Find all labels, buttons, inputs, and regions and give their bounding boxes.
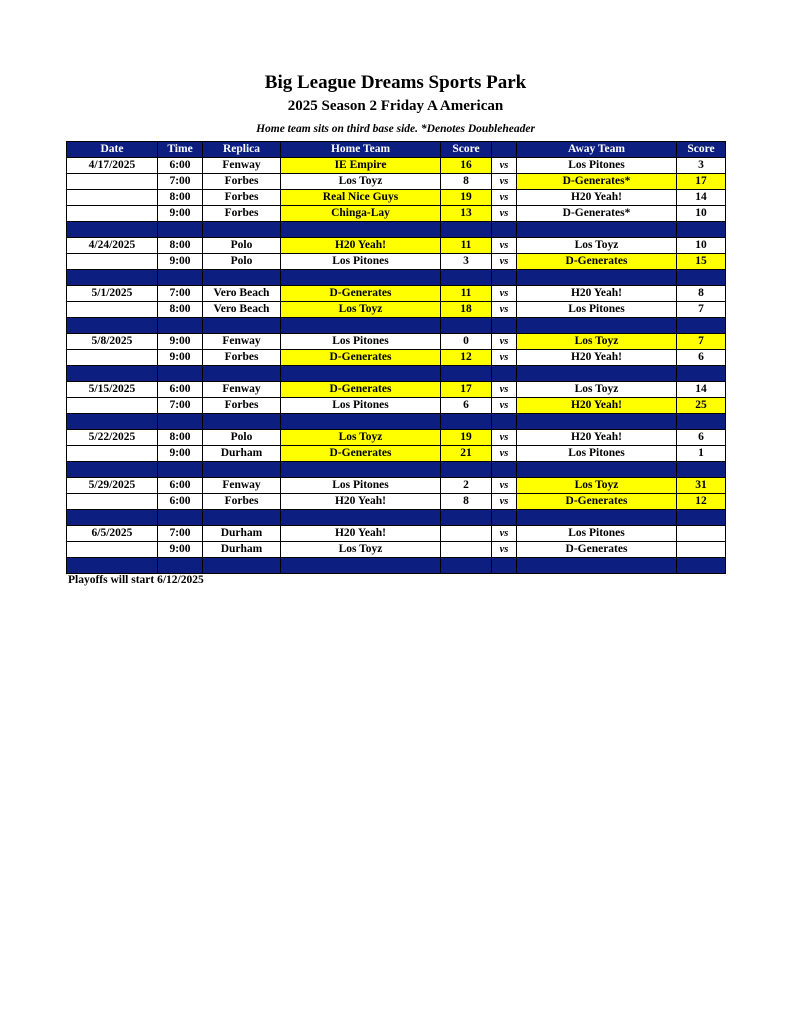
separator-cell	[492, 414, 517, 430]
home-score-cell: 3	[441, 254, 492, 270]
away-team-cell: D-Generates	[517, 542, 677, 558]
away-team-cell: D-Generates*	[517, 174, 677, 190]
col-header-home-score: Score	[441, 142, 492, 158]
date-cell: 5/8/2025	[67, 334, 158, 350]
home-team-cell: Los Pitones	[281, 334, 441, 350]
game-row	[67, 350, 726, 366]
separator-cell	[281, 558, 441, 574]
home-score-cell: 6	[441, 398, 492, 414]
home-team-cell: Los Toyz	[281, 542, 441, 558]
away-score-cell: 6	[677, 350, 726, 366]
time-cell: 7:00	[158, 398, 203, 414]
separator-cell	[441, 414, 492, 430]
separator-cell	[158, 558, 203, 574]
away-team-cell: H20 Yeah!	[517, 430, 677, 446]
time-cell: 6:00	[158, 382, 203, 398]
away-team-cell: Los Pitones	[517, 526, 677, 542]
week-separator-row	[67, 510, 726, 526]
week-separator-row	[67, 318, 726, 334]
schedule-body	[67, 158, 726, 574]
separator-cell	[492, 270, 517, 286]
away-team-cell: D-Generates*	[517, 206, 677, 222]
time-cell: 9:00	[158, 206, 203, 222]
away-team-cell: D-Generates	[517, 494, 677, 510]
separator-cell	[517, 510, 677, 526]
home-score-cell: 11	[441, 286, 492, 302]
game-row	[67, 174, 726, 190]
replica-cell: Polo	[203, 430, 281, 446]
vs-cell: vs	[492, 350, 517, 366]
away-score-cell: 3	[677, 158, 726, 174]
date-cell	[67, 174, 158, 190]
separator-cell	[203, 318, 281, 334]
separator-cell	[441, 366, 492, 382]
date-cell: 5/29/2025	[67, 478, 158, 494]
away-score-cell	[677, 526, 726, 542]
home-team-cell: Los Toyz	[281, 430, 441, 446]
separator-cell	[492, 558, 517, 574]
separator-cell	[677, 558, 726, 574]
time-cell: 8:00	[158, 238, 203, 254]
away-team-cell: Los Pitones	[517, 446, 677, 462]
separator-cell	[677, 510, 726, 526]
replica-cell: Forbes	[203, 494, 281, 510]
vs-cell: vs	[492, 526, 517, 542]
date-cell: 4/24/2025	[67, 238, 158, 254]
away-score-cell: 25	[677, 398, 726, 414]
replica-cell: Durham	[203, 542, 281, 558]
replica-cell: Fenway	[203, 382, 281, 398]
replica-cell: Forbes	[203, 398, 281, 414]
away-team-cell: Los Pitones	[517, 302, 677, 318]
away-team-cell: Los Toyz	[517, 478, 677, 494]
home-team-cell: Real Nice Guys	[281, 190, 441, 206]
week-separator-row	[67, 414, 726, 430]
separator-cell	[203, 558, 281, 574]
separator-cell	[203, 270, 281, 286]
home-score-cell: 11	[441, 238, 492, 254]
game-row	[67, 238, 726, 254]
away-score-cell: 14	[677, 190, 726, 206]
replica-cell: Vero Beach	[203, 286, 281, 302]
replica-cell: Durham	[203, 446, 281, 462]
date-cell: 5/22/2025	[67, 430, 158, 446]
separator-cell	[441, 222, 492, 238]
separator-cell	[67, 270, 158, 286]
vs-cell: vs	[492, 430, 517, 446]
separator-cell	[67, 558, 158, 574]
header-row	[67, 142, 726, 158]
week-separator-row	[67, 558, 726, 574]
game-row	[67, 494, 726, 510]
home-team-cell: D-Generates	[281, 382, 441, 398]
home-team-cell: Los Pitones	[281, 254, 441, 270]
vs-cell: vs	[492, 174, 517, 190]
separator-cell	[492, 366, 517, 382]
game-row	[67, 542, 726, 558]
separator-cell	[203, 414, 281, 430]
home-team-cell: H20 Yeah!	[281, 238, 441, 254]
away-score-cell: 17	[677, 174, 726, 190]
vs-cell: vs	[492, 494, 517, 510]
home-score-cell: 17	[441, 382, 492, 398]
date-cell	[67, 302, 158, 318]
home-team-cell: Los Pitones	[281, 398, 441, 414]
separator-cell	[441, 318, 492, 334]
page-subtitle: 2025 Season 2 Friday A American	[287, 98, 504, 114]
away-score-cell: 6	[677, 430, 726, 446]
date-cell: 6/5/2025	[67, 526, 158, 542]
week-separator-row	[67, 270, 726, 286]
separator-cell	[492, 510, 517, 526]
away-team-cell: Los Toyz	[517, 382, 677, 398]
away-score-cell: 8	[677, 286, 726, 302]
date-cell: 4/17/2025	[67, 158, 158, 174]
week-separator-row	[67, 222, 726, 238]
game-row	[67, 190, 726, 206]
col-header-date: Date	[67, 142, 158, 158]
away-score-cell	[677, 542, 726, 558]
separator-cell	[281, 318, 441, 334]
col-header-time: Time	[158, 142, 203, 158]
separator-cell	[67, 366, 158, 382]
separator-cell	[441, 462, 492, 478]
separator-cell	[67, 510, 158, 526]
separator-cell	[517, 318, 677, 334]
week-separator-row	[67, 366, 726, 382]
time-cell: 9:00	[158, 334, 203, 350]
game-row	[67, 254, 726, 270]
away-team-cell: Los Toyz	[517, 238, 677, 254]
separator-cell	[158, 318, 203, 334]
schedule-table	[66, 141, 726, 574]
away-team-cell: Los Toyz	[517, 334, 677, 350]
col-header-replica: Replica	[203, 142, 281, 158]
vs-cell: vs	[492, 398, 517, 414]
game-row	[67, 446, 726, 462]
home-score-cell: 12	[441, 350, 492, 366]
vs-cell: vs	[492, 158, 517, 174]
away-score-cell: 15	[677, 254, 726, 270]
separator-cell	[492, 318, 517, 334]
replica-cell: Forbes	[203, 350, 281, 366]
away-score-cell: 10	[677, 238, 726, 254]
vs-cell: vs	[492, 206, 517, 222]
away-score-cell: 1	[677, 446, 726, 462]
home-score-cell	[441, 526, 492, 542]
game-row	[67, 302, 726, 318]
time-cell: 8:00	[158, 302, 203, 318]
replica-cell: Fenway	[203, 158, 281, 174]
separator-cell	[158, 270, 203, 286]
separator-cell	[677, 366, 726, 382]
game-row	[67, 158, 726, 174]
separator-cell	[158, 462, 203, 478]
separator-cell	[203, 366, 281, 382]
separator-cell	[677, 318, 726, 334]
away-score-cell: 14	[677, 382, 726, 398]
date-cell	[67, 494, 158, 510]
game-row	[67, 398, 726, 414]
replica-cell: Forbes	[203, 206, 281, 222]
date-cell: 5/1/2025	[67, 286, 158, 302]
time-cell: 9:00	[158, 350, 203, 366]
separator-cell	[281, 366, 441, 382]
separator-cell	[677, 462, 726, 478]
separator-cell	[281, 510, 441, 526]
separator-cell	[677, 414, 726, 430]
separator-cell	[67, 414, 158, 430]
separator-cell	[67, 222, 158, 238]
home-team-cell: Chinga-Lay	[281, 206, 441, 222]
separator-cell	[677, 222, 726, 238]
replica-cell: Fenway	[203, 334, 281, 350]
separator-cell	[67, 318, 158, 334]
page-title: Big League Dreams Sports Park	[264, 72, 527, 93]
time-cell: 7:00	[158, 286, 203, 302]
time-cell: 9:00	[158, 446, 203, 462]
vs-cell: vs	[492, 382, 517, 398]
time-cell: 6:00	[158, 494, 203, 510]
game-row	[67, 334, 726, 350]
away-team-cell: H20 Yeah!	[517, 190, 677, 206]
vs-cell: vs	[492, 238, 517, 254]
doubleheader-note: Home team sits on third base side. *Denotes Doubleheader	[256, 123, 535, 135]
game-row	[67, 286, 726, 302]
separator-cell	[441, 270, 492, 286]
vs-cell: vs	[492, 542, 517, 558]
col-header-away-team: Away Team	[517, 142, 677, 158]
home-team-cell: Los Toyz	[281, 302, 441, 318]
game-row	[67, 430, 726, 446]
date-cell	[67, 350, 158, 366]
replica-cell: Polo	[203, 238, 281, 254]
time-cell: 7:00	[158, 526, 203, 542]
date-cell	[67, 190, 158, 206]
separator-cell	[517, 414, 677, 430]
home-team-cell: IE Empire	[281, 158, 441, 174]
time-cell: 6:00	[158, 158, 203, 174]
separator-cell	[281, 462, 441, 478]
playoffs-note: Playoffs will start 6/12/2025	[68, 574, 204, 586]
col-header-vs	[492, 142, 517, 158]
game-row	[67, 478, 726, 494]
home-team-cell: D-Generates	[281, 350, 441, 366]
replica-cell: Forbes	[203, 174, 281, 190]
vs-cell: vs	[492, 334, 517, 350]
game-row	[67, 206, 726, 222]
separator-cell	[441, 510, 492, 526]
home-team-cell: Los Pitones	[281, 478, 441, 494]
away-score-cell: 7	[677, 334, 726, 350]
time-cell: 7:00	[158, 174, 203, 190]
home-score-cell	[441, 542, 492, 558]
home-score-cell: 16	[441, 158, 492, 174]
col-header-away-score: Score	[677, 142, 726, 158]
away-team-cell: H20 Yeah!	[517, 398, 677, 414]
date-cell	[67, 398, 158, 414]
home-score-cell: 2	[441, 478, 492, 494]
home-team-cell: D-Generates	[281, 446, 441, 462]
time-cell: 8:00	[158, 430, 203, 446]
home-team-cell: D-Generates	[281, 286, 441, 302]
home-team-cell: H20 Yeah!	[281, 494, 441, 510]
separator-cell	[281, 222, 441, 238]
date-cell	[67, 446, 158, 462]
time-cell: 8:00	[158, 190, 203, 206]
date-cell	[67, 206, 158, 222]
separator-cell	[441, 558, 492, 574]
vs-cell: vs	[492, 302, 517, 318]
away-score-cell: 12	[677, 494, 726, 510]
home-score-cell: 0	[441, 334, 492, 350]
away-team-cell: H20 Yeah!	[517, 350, 677, 366]
home-score-cell: 19	[441, 190, 492, 206]
time-cell: 6:00	[158, 478, 203, 494]
replica-cell: Forbes	[203, 190, 281, 206]
home-team-cell: H20 Yeah!	[281, 526, 441, 542]
time-cell: 9:00	[158, 254, 203, 270]
home-score-cell: 8	[441, 174, 492, 190]
separator-cell	[492, 222, 517, 238]
separator-cell	[158, 366, 203, 382]
date-cell: 5/15/2025	[67, 382, 158, 398]
home-team-cell: Los Toyz	[281, 174, 441, 190]
separator-cell	[517, 558, 677, 574]
home-score-cell: 18	[441, 302, 492, 318]
separator-cell	[517, 366, 677, 382]
vs-cell: vs	[492, 478, 517, 494]
separator-cell	[677, 270, 726, 286]
home-score-cell: 21	[441, 446, 492, 462]
home-score-cell: 13	[441, 206, 492, 222]
game-row	[67, 526, 726, 542]
separator-cell	[281, 270, 441, 286]
date-cell	[67, 542, 158, 558]
replica-cell: Vero Beach	[203, 302, 281, 318]
replica-cell: Durham	[203, 526, 281, 542]
time-cell: 9:00	[158, 542, 203, 558]
col-header-home-team: Home Team	[281, 142, 441, 158]
separator-cell	[158, 414, 203, 430]
separator-cell	[203, 222, 281, 238]
away-score-cell: 10	[677, 206, 726, 222]
home-score-cell: 8	[441, 494, 492, 510]
separator-cell	[67, 462, 158, 478]
date-cell	[67, 254, 158, 270]
separator-cell	[281, 414, 441, 430]
replica-cell: Polo	[203, 254, 281, 270]
vs-cell: vs	[492, 254, 517, 270]
away-team-cell: H20 Yeah!	[517, 286, 677, 302]
separator-cell	[492, 462, 517, 478]
vs-cell: vs	[492, 446, 517, 462]
separator-cell	[158, 510, 203, 526]
game-row	[67, 382, 726, 398]
away-score-cell: 7	[677, 302, 726, 318]
vs-cell: vs	[492, 286, 517, 302]
separator-cell	[203, 510, 281, 526]
away-score-cell: 31	[677, 478, 726, 494]
home-score-cell: 19	[441, 430, 492, 446]
week-separator-row	[67, 462, 726, 478]
separator-cell	[517, 222, 677, 238]
vs-cell: vs	[492, 190, 517, 206]
separator-cell	[158, 222, 203, 238]
separator-cell	[517, 462, 677, 478]
separator-cell	[517, 270, 677, 286]
away-team-cell: D-Generates	[517, 254, 677, 270]
replica-cell: Fenway	[203, 478, 281, 494]
away-team-cell: Los Pitones	[517, 158, 677, 174]
separator-cell	[203, 462, 281, 478]
